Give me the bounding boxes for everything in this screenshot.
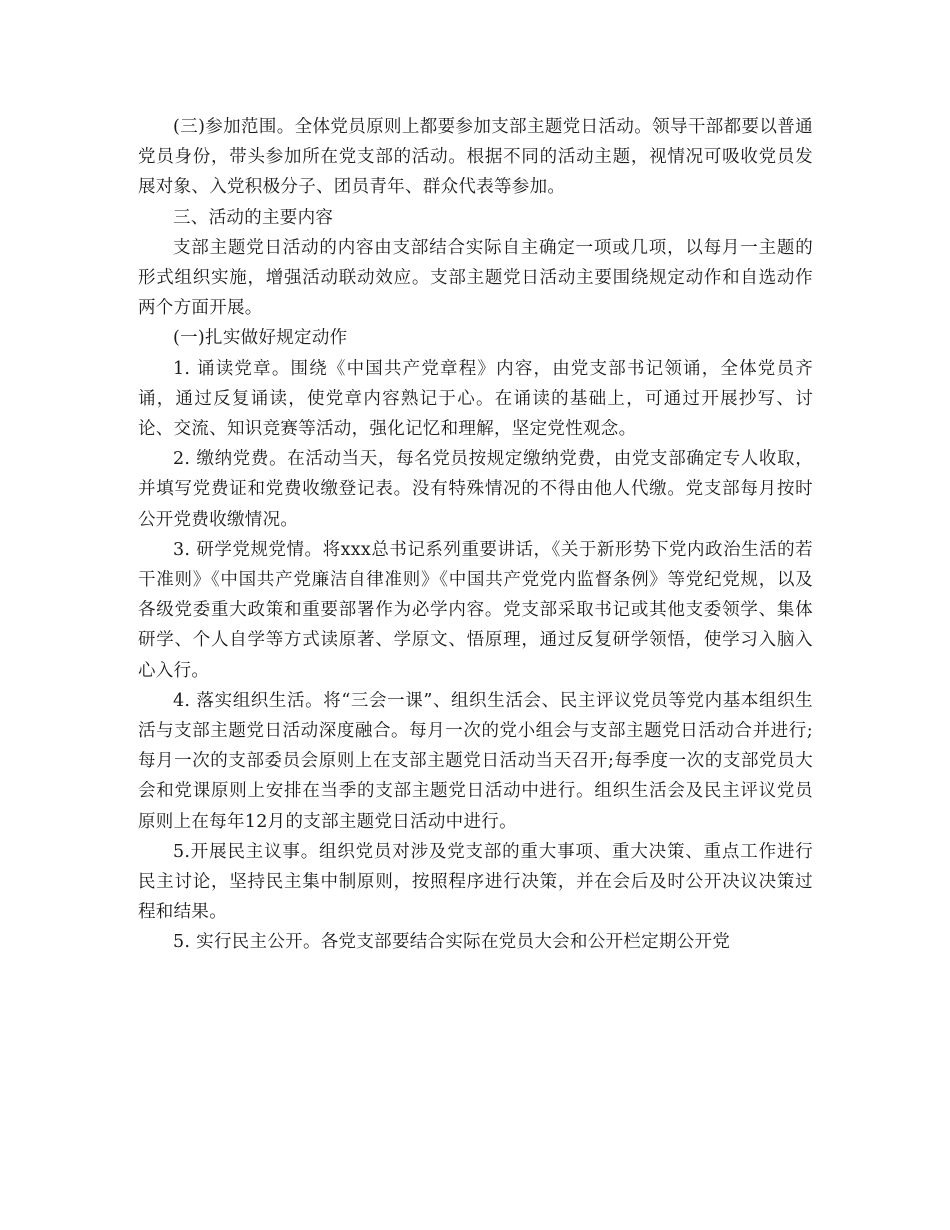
paragraph-content-overview: 支部主题党日活动的内容由支部结合实际自主确定一项或几项，以每月一主题的形式组织实施，增强活动联动效应。支部主题党日活动主要围绕规定动作和自选动作两个方面开展。: [138, 237, 813, 319]
paragraph-item-pay-dues: 2. 缴纳党费。在活动当天，每名党员按规定缴纳党费，由党支部确定专人收取，并填写党费证和党费收缴登记表。没有特殊情况的不得由他人代缴。党支部每月按时公开党费收缴情况。: [138, 449, 813, 530]
section-heading-main-content: 三、活动的主要内容: [173, 207, 334, 228]
paragraph-item-recite-constitution: 1. 诵读党章。围绕《中国共产党章程》内容，由党支部书记领诵，全体党员齐诵，通过反复诵读，使党章内容熟记于心。在诵读的基础上，可通过开展抄写、讨论、交流、知识竞赛等活动，强化记忆和理解，坚定党性观念。: [138, 358, 813, 440]
paragraph-item-organization-life: 4. 落实组织生活。将“三会一课”、组织生活会、民主评议党员等党内基本组织生活与支部主题党日活动深度融合。每月一次的党小组会与支部主题党日活动合并进行;每月一次的支部委员会原则上在支部主题党日活动当天召开;每季度一次的支部党员大会和党课原则上安排在当季的支部主题党日活动中进行。组织生活会及民主评议党员原则上在每年12月的支部主题党日活动中进行。: [138, 690, 813, 832]
subsection-heading-required-actions: (一)扎实做好规定动作: [173, 328, 348, 349]
document-body: [138, 112, 813, 958]
paragraph-item-democratic-openness: 5. 实行民主公开。各党支部要结合实际在党员大会和公开栏定期公开党: [173, 932, 731, 953]
paragraph-item-study-rules: 3. 研学党规党情。将xxx总书记系列重要讲话，《关于新形势下党内政治生活的若干准则》《中国共产党廉洁自律准则》《中国共产党党内监督条例》等党纪党规，以及各级党委重大政策和重要部署作为必学内容。党支部采取书记或其他支委领学、集体研学、个人自学等方式读原著、学原文、悟原理，通过反复研学领悟，使学习入脑入心入行。: [138, 539, 813, 681]
paragraph-item-democratic-deliberation: 5.开展民主议事。组织党员对涉及党支部的重大事项、重大决策、重点工作进行民主讨论，坚持民主集中制原则，按照程序进行决策，并在会后及时公开决议决策过程和结果。: [138, 841, 813, 923]
paragraph-participation-scope: (三)参加范围。全体党员原则上都要参加支部主题党日活动。领导干部都要以普通党员身份，带头参加所在党支部的活动。根据不同的活动主题，视情况可吸收党员发展对象、入党积极分子、团员青年、群众代表等参加。: [138, 117, 813, 198]
